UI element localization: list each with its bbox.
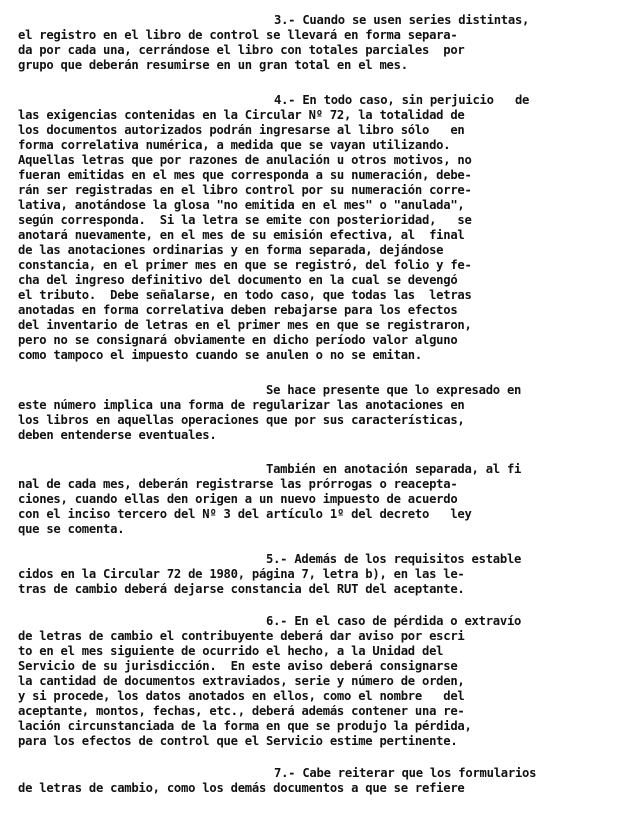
text-line: ciones, cuando ellas den origen a un nuevo impuesto de acuerdo <box>18 493 458 506</box>
text-line: anotadas en forma correlativa deben rebajarse para los efectos <box>18 304 458 317</box>
text-line: cha del ingreso definitivo del documento en la cual se devengó <box>18 274 458 287</box>
text-line: para los efectos de control que el Servicio estime pertinente. <box>18 735 458 748</box>
text-line: este número implica una forma de regularizar las anotaciones en <box>18 399 465 412</box>
text-line: las exigencias contenidas en la Circular Nº 72, la totalidad de <box>18 109 465 122</box>
text-line: grupo que deberán resumirse en un gran total en el mes. <box>18 59 408 72</box>
text-line: 7.- Cabe reiterar que los formularios <box>274 767 537 780</box>
text-line: Aquellas letras que por razones de anulación u otros motivos, no <box>18 154 472 167</box>
text-line: según corresponda. Si la letra se emite con posterioridad, se <box>18 214 472 227</box>
text-line: de letras de cambio, como los demás documentos a que se refiere <box>18 782 465 795</box>
text-line: constancia, en el primer mes en que se registró, del folio y fe- <box>18 259 472 272</box>
text-line: También en anotación separada, al fi <box>266 463 522 476</box>
text-line: el registro en el libro de control se llevará en forma separa- <box>18 29 458 42</box>
text-line: que se comenta. <box>18 523 125 536</box>
text-line: como tampoco el impuesto cuando se anulen o no se emitan. <box>18 349 422 362</box>
text-line: rán ser registradas en el libro control por su numeración corre- <box>18 184 472 197</box>
text-line: cidos en la Circular 72 de 1980, página 7, letra b), en las le- <box>18 568 465 581</box>
text-line: de las anotaciones ordinarias y en forma separada, dejándose <box>18 244 444 257</box>
text-line: aceptante, montos, fechas, etc., deberá además contener una re- <box>18 705 465 718</box>
text-line: da por cada una, cerrándose el libro con totales parciales por <box>18 44 465 57</box>
text-line: 4.- En todo caso, sin perjuicio de <box>274 94 530 107</box>
text-line: la cantidad de documentos extraviados, serie y número de orden, <box>18 675 465 688</box>
text-line: Servicio de su jurisdicción. En este aviso deberá consignarse <box>18 660 458 673</box>
text-line: con el inciso tercero del Nº 3 del artículo 1º del decreto ley <box>18 508 472 521</box>
text-line: 3.- Cuando se usen series distintas, <box>274 14 530 27</box>
text-line: deben entenderse eventuales. <box>18 429 217 442</box>
text-line: to en el mes siguiente de ocurrido el hecho, a la Unidad del <box>18 645 444 658</box>
text-line: 5.- Además de los requisitos estable <box>266 553 522 566</box>
text-line: lativa, anotándose la glosa "no emitida en el mes" o "anulada", <box>18 199 465 212</box>
text-line: los documentos autorizados podrán ingresarse al libro sólo en <box>18 124 465 137</box>
text-line: de letras de cambio el contribuyente deberá dar aviso por escri <box>18 630 465 643</box>
text-line: tras de cambio deberá dejarse constancia del RUT del aceptante. <box>18 583 465 596</box>
text-line: del inventario de letras en el primer mes en que se registraron, <box>18 319 472 332</box>
text-line: Se hace presente que lo expresado en <box>266 384 522 397</box>
text-line: pero no se consignará obviamente en dicho período valor alguno <box>18 334 458 347</box>
text-line: lación circunstanciada de la forma en que se produjo la pérdida, <box>18 720 472 733</box>
text-line: y si procede, los datos anotados en ellos, como el nombre del <box>18 690 465 703</box>
text-line: anotará nuevamente, en el mes de su emisión efectiva, al final <box>18 229 465 242</box>
text-line: 6.- En el caso de pérdida o extravío <box>266 615 522 628</box>
text-line: los libros en aquellas operaciones que por sus características, <box>18 414 465 427</box>
text-line: el tributo. Debe señalarse, en todo caso, que todas las letras <box>18 289 472 302</box>
text-line: fueran emitidas en el mes que corresponda a su numeración, debe- <box>18 169 472 182</box>
text-line: forma correlativa numérica, a medida que se vayan utilizando. <box>18 139 451 152</box>
text-line: nal de cada mes, deberán registrarse las prórrogas o reacepta- <box>18 478 458 491</box>
